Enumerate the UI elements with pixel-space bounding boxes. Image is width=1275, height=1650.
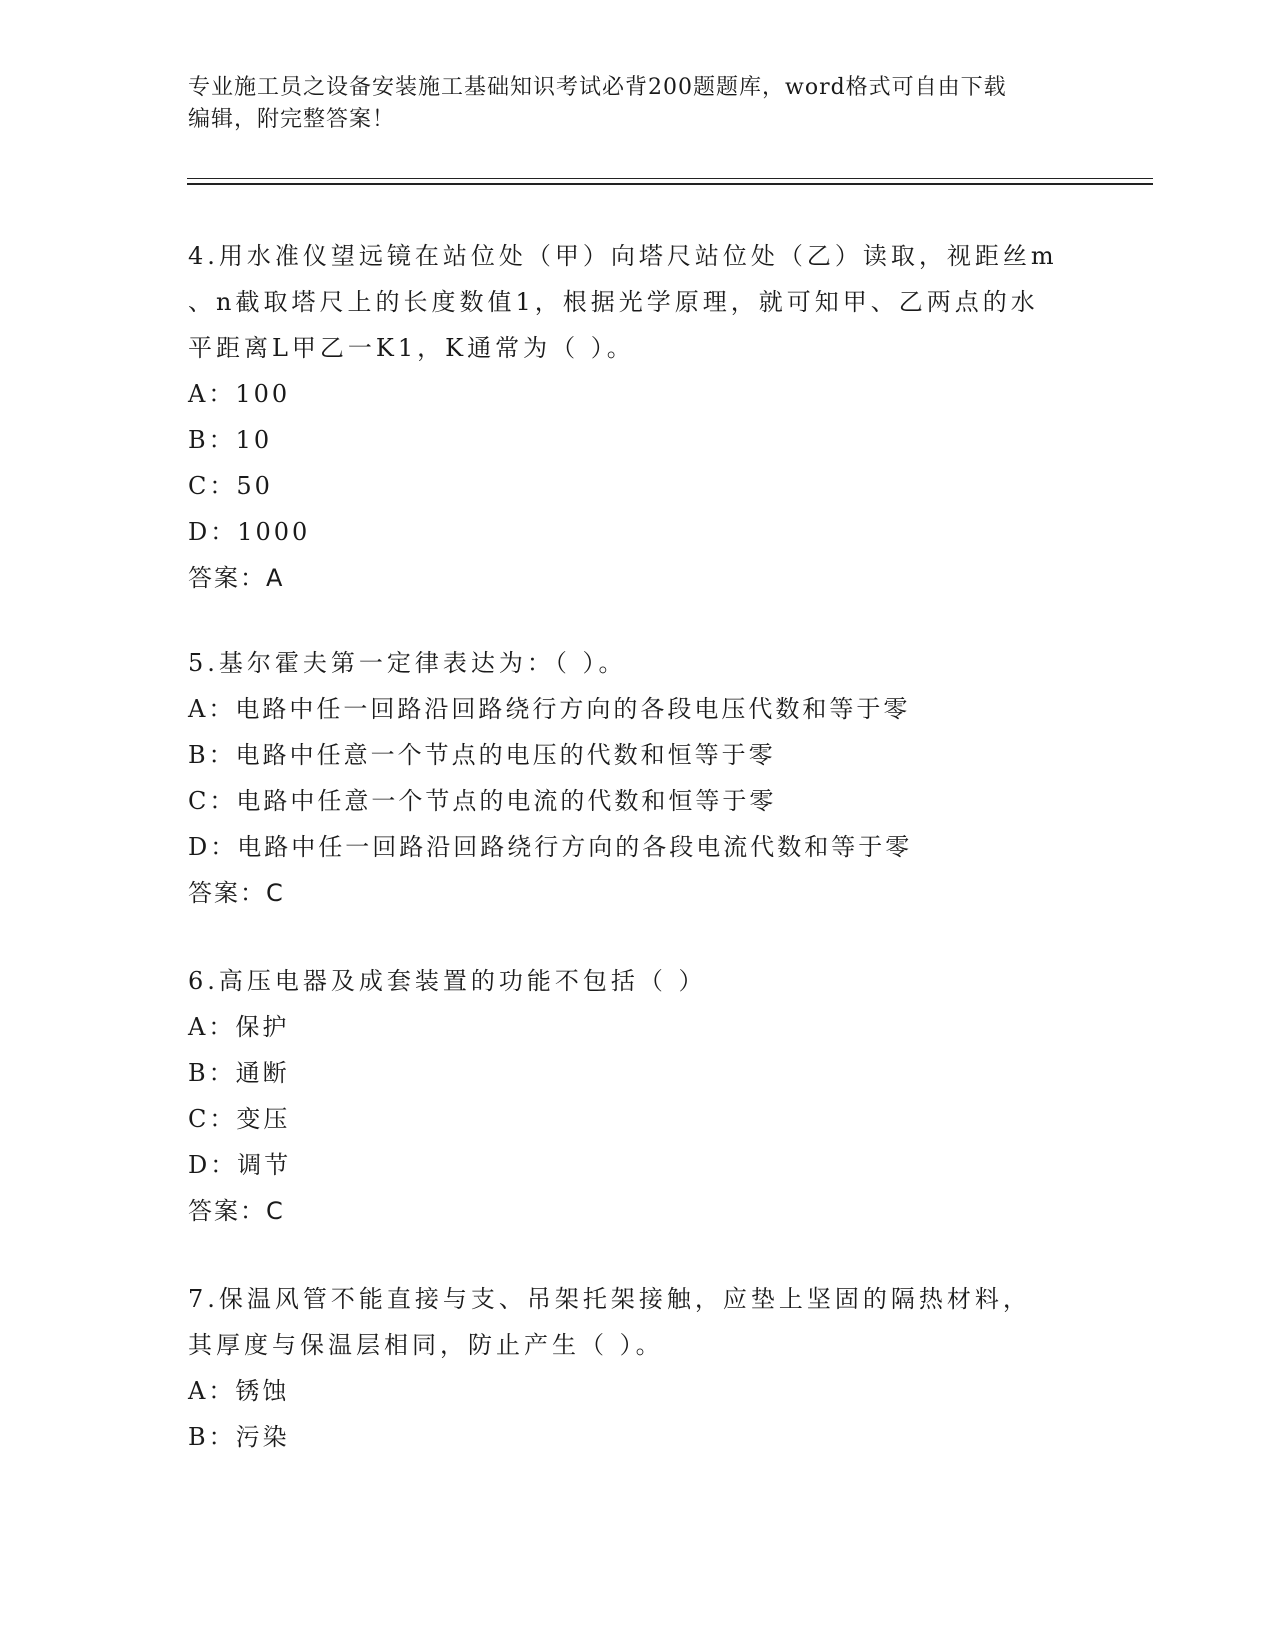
option-b: B：电路中任意一个节点的电压的代数和恒等于零 <box>188 741 776 769</box>
option-c: C：50 <box>188 472 273 500</box>
question-stem-line: 、n截取塔尺上的长度数值1，根据光学原理，就可知甲、乙两点的水 <box>188 288 1039 316</box>
option-c: C：电路中任意一个节点的电流的代数和恒等于零 <box>188 787 777 815</box>
option-a: A：保护 <box>188 1013 290 1041</box>
answer-line: 答案：C <box>188 1197 285 1225</box>
question-7 <box>188 1276 1088 1460</box>
question-stem-line: 4.用水准仪望远镜在站位处（甲）向塔尺站位处（乙）读取，视距丝m <box>188 242 1058 270</box>
answer-line: 答案：A <box>188 564 285 592</box>
option-a: A：100 <box>188 380 291 408</box>
question-stem-line: 其厚度与保温层相同，防止产生（ ）。 <box>188 1331 664 1359</box>
question-stem-line: 6.高压电器及成套装置的功能不包括（ ） <box>188 967 707 995</box>
option-b: B：通断 <box>188 1059 290 1087</box>
document-header <box>188 72 1088 136</box>
option-d: D：1000 <box>188 518 311 546</box>
question-6 <box>188 958 1088 1234</box>
answer-line: 答案：C <box>188 879 285 907</box>
header-title-line-1: 专业施工员之设备安装施工基础知识考试必背200题题库，word格式可自由下载 <box>188 75 1007 100</box>
option-d: D：调节 <box>188 1151 292 1179</box>
option-b: B：污染 <box>188 1423 290 1451</box>
option-c: C：变压 <box>188 1105 291 1133</box>
question-stem-line: 7.保温风管不能直接与支、吊架托架接触，应垫上坚固的隔热材料， <box>188 1285 1031 1313</box>
question-stem-line: 平距离L甲乙一K1，K通常为（ ）。 <box>188 334 635 362</box>
question-5 <box>188 640 1088 916</box>
header-divider-thick <box>187 183 1153 185</box>
option-a: A：电路中任一回路沿回路绕行方向的各段电压代数和等于零 <box>188 695 911 723</box>
option-b: B：10 <box>188 426 273 454</box>
header-divider-thin <box>187 178 1153 179</box>
header-title-line-2: 编辑，附完整答案！ <box>188 107 396 132</box>
option-d: D：电路中任一回路沿回路绕行方向的各段电流代数和等于零 <box>188 833 913 861</box>
question-stem-line: 5.基尔霍夫第一定律表达为：（ ）。 <box>188 649 627 677</box>
option-a: A：锈蚀 <box>188 1377 290 1405</box>
question-4 <box>188 233 1088 601</box>
